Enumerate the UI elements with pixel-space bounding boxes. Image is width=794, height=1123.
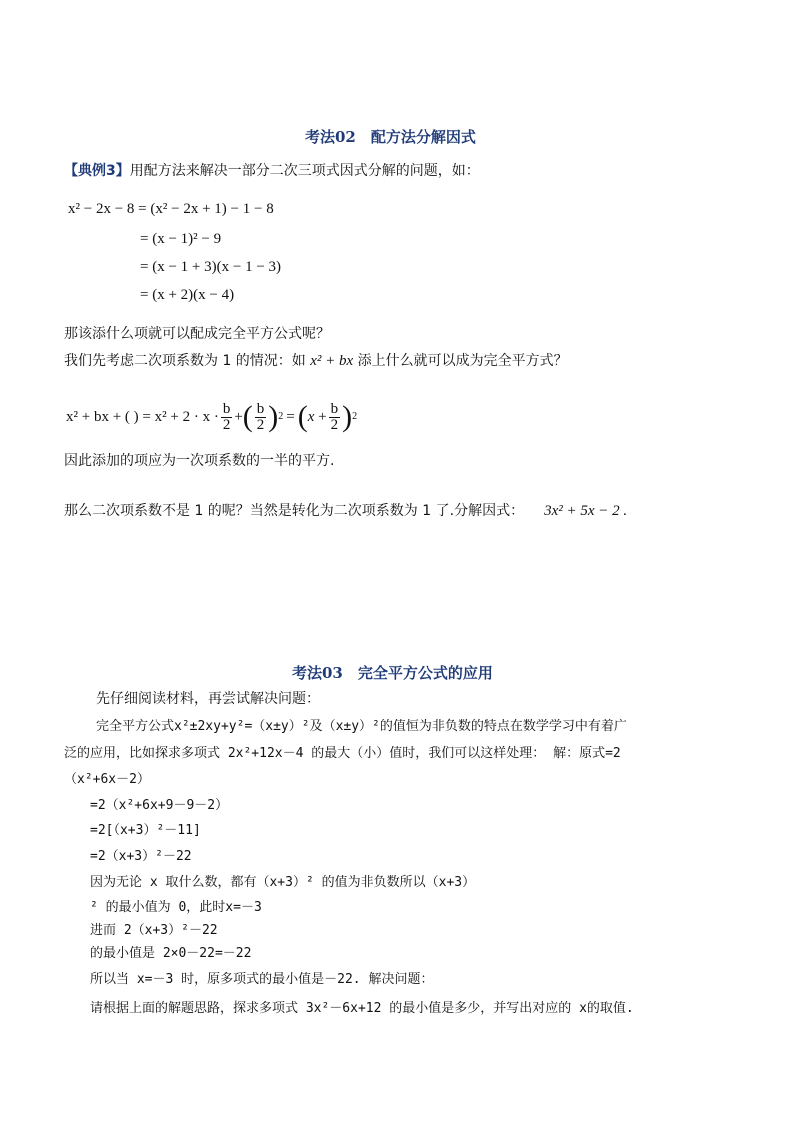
material-line-3: 泛的应用，比如探求多项式 2x²+12x－4 的最大（小）值时，我们可以这样处理： 解：原式=2 (64, 746, 621, 761)
fraction-b-over-2-result: $\frac{b}{2}$ (330, 400, 339, 433)
question-math: x² + bx (310, 353, 354, 369)
section-title-method-02: 考法02 配方法分解因式 (305, 128, 476, 146)
problem-statement: 请根据上面的解题思路，探求多项式 3x²－6x+12 的最小值是多少，并写出对应的 x的取值. (90, 1001, 634, 1016)
section-title-method-03: 考法03 完全平方公式的应用 (292, 664, 493, 682)
example-intro-line (64, 162, 480, 180)
question-line-1: 那该添什么项就可以配成完全平方公式呢？ (64, 326, 330, 342)
material-line-5: =2（x²+6x+9－9－2） (90, 798, 229, 813)
material-line-12: 所以当 x=－3 时，原多项式的最小值是－22. 解决问题： (90, 972, 434, 987)
formula-lhs: x² + bx + ( ) = x² + 2 · x · (66, 408, 219, 425)
derivation-line-2: = (x − 1)² − 9 (140, 231, 222, 247)
material-line-4: （x²+6x－2） (64, 772, 150, 787)
material-line-1: 先仔细阅读材料，再尝试解决问题： (96, 691, 320, 707)
derivation-line-4: = (x + 2)(x − 4) (140, 287, 235, 303)
material-line-7: =2（x+3）²－22 (90, 849, 192, 864)
fraction-b-over-2-squared: $\frac{b}{2}$ (256, 400, 265, 433)
material-line-11: 的最小值是 2×0－22=－22 (90, 946, 252, 961)
fraction-b-over-2: $\frac{b}{2}$ (222, 400, 231, 433)
material-line-6: =2[（x+3）²－11] (90, 823, 201, 838)
material-line-2: 完全平方公式x²±2xy+y²=（x±y）²及（x±y）²的值恒为非负数的特点在数学学习中有着广 (96, 719, 627, 734)
derivation-line-3: = (x − 1 + 3)(x − 1 − 3) (140, 259, 282, 275)
material-line-9: ² 的最小值为 0，此时x=－3 (90, 900, 262, 915)
question-line-2: 我们先考虑二次项系数为 1 的情况：如 x² + bx 添上什么就可以成为完全平方式？ (64, 353, 568, 369)
material-line-8: 因为无论 x 取什么数，都有（x+3）² 的值为非负数所以（x+3） (90, 875, 476, 890)
completing-square-formula: x² + bx + ( ) = x² + 2 · x · $\frac{b}{2}$ + ( $\frac{b}{2}$ ) 2 = ( x + $\frac{b}{2}$ ) 2 (66, 400, 358, 433)
derivation-line-1: x² − 2x − 8 = (x² − 2x + 1) − 1 − 8 (68, 201, 274, 217)
extension-line: 那么二次项系数不是 1 的呢？当然是转化为二次项系数为 1 了.分解因式： 3x² + 5x − 2 . (64, 503, 628, 519)
example-tag: 【典例3】 (64, 163, 130, 179)
example-intro-text: 用配方法来解决一部分二次三项式因式分解的问题，如： (129, 163, 480, 179)
material-line-10: 进而 2（x+3）²－22 (90, 923, 218, 938)
extension-math: 3x² + 5x − 2 . (544, 503, 628, 519)
conclusion-line: 因此添加的项应为一次项系数的一半的平方. (64, 453, 335, 469)
